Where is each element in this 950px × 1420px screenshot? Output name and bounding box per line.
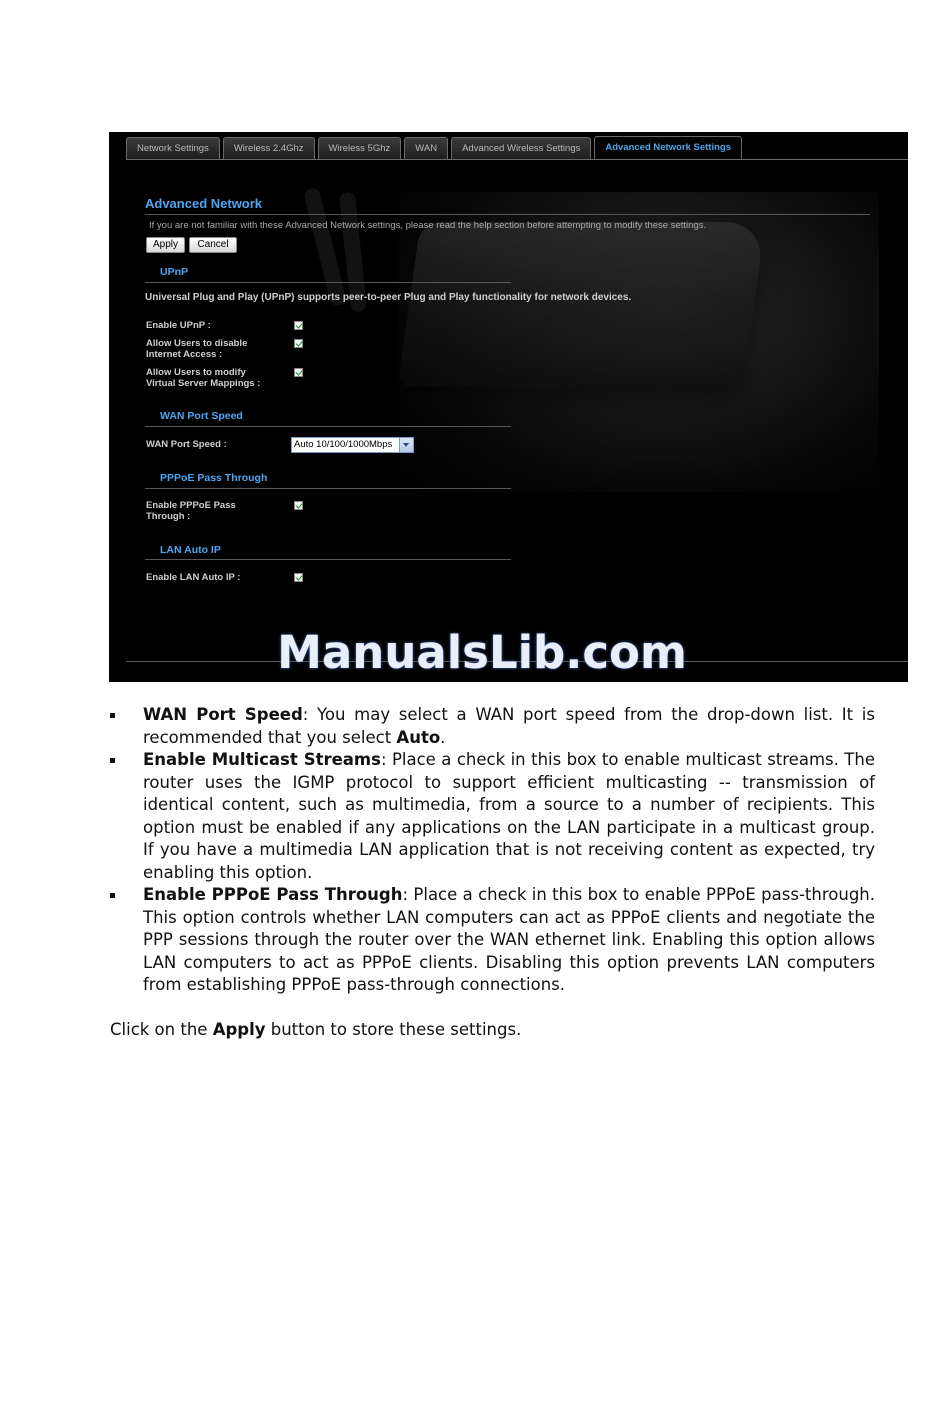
closing-bold: Apply bbox=[212, 1019, 266, 1039]
bullet-text-end: . bbox=[440, 727, 446, 747]
bullet-square-icon bbox=[110, 713, 115, 718]
apply-button[interactable]: Apply bbox=[146, 237, 185, 253]
upnp-heading: UPnP bbox=[160, 266, 189, 278]
tab-wireless-5ghz[interactable]: Wireless 5Ghz bbox=[318, 137, 402, 159]
wan-port-speed-heading: WAN Port Speed bbox=[160, 410, 243, 422]
allow-modify-mappings-label-line2: Virtual Server Mappings : bbox=[146, 378, 261, 389]
tab-bar bbox=[126, 137, 742, 160]
router-ui-screenshot bbox=[109, 132, 908, 682]
bullet-term: Enable Multicast Streams bbox=[143, 750, 381, 769]
watermark: ManualsLib.com bbox=[277, 626, 687, 679]
document-body bbox=[110, 704, 875, 1041]
enable-upnp-label: Enable UPnP : bbox=[146, 320, 211, 331]
allow-disable-access-label-line1: Allow Users to disable bbox=[146, 338, 248, 349]
enable-pppoe-label-line2: Through : bbox=[146, 511, 191, 522]
allow-disable-access-checkbox[interactable] bbox=[294, 339, 303, 348]
cancel-button[interactable]: Cancel bbox=[189, 237, 237, 253]
tab-wan[interactable]: WAN bbox=[404, 137, 448, 159]
pppoe-heading: PPPoE Pass Through bbox=[160, 472, 268, 484]
page-title: Advanced Network bbox=[145, 196, 263, 211]
title-divider bbox=[145, 214, 870, 215]
allow-disable-access-label-line2: Internet Access : bbox=[146, 349, 223, 360]
enable-lan-auto-ip-label: Enable LAN Auto IP : bbox=[146, 572, 241, 583]
enable-upnp-checkbox[interactable] bbox=[294, 321, 303, 330]
wan-port-speed-divider bbox=[145, 426, 511, 427]
tab-network-settings[interactable]: Network Settings bbox=[126, 137, 220, 159]
bullet-list bbox=[110, 704, 875, 997]
bullet-text: : Place a check in this box to enable multicast streams. The router uses the IGMP protocol to support efficient multicasting -- transmission of identical content, such as multimedia, from a source to a number of recipients. This option must be enabled if any applications on the LAN participate in a multicast group. If you have a multimedia LAN application that is not receiving content as expected, try enabling this option. bbox=[143, 750, 875, 882]
bullet-text: : Place a check in this box to enable PPPoE pass-through. This option controls whether LAN computers can act as PPPoE clients and negotiate the PPP sessions through the router over the WAN ethernet link. Enabling this option allows LAN computers to act as PPPoE clients. Disabling this option prevents LAN computers from establishing PPPoE pass-through connections. bbox=[143, 885, 875, 994]
upnp-divider bbox=[145, 282, 511, 283]
tab-underline bbox=[126, 159, 908, 160]
bullet-term: Enable PPPoE Pass Through bbox=[143, 885, 403, 904]
pppoe-divider bbox=[145, 488, 511, 489]
wan-port-speed-select[interactable] bbox=[291, 437, 414, 453]
wan-port-speed-selected: Auto 10/100/1000Mbps bbox=[294, 439, 393, 450]
bullet-text: : You may select a WAN port speed from the drop-down list. It is recommended that you select bbox=[143, 705, 875, 747]
closing-text-start: Click on the bbox=[110, 1019, 213, 1039]
bullet-square-icon bbox=[110, 758, 115, 763]
lan-auto-ip-divider bbox=[145, 559, 511, 560]
allow-modify-mappings-label-line1: Allow Users to modify bbox=[146, 367, 246, 378]
tab-advanced-network-settings[interactable]: Advanced Network Settings bbox=[594, 136, 742, 160]
enable-pppoe-checkbox[interactable] bbox=[294, 501, 303, 510]
tab-advanced-wireless-settings[interactable]: Advanced Wireless Settings bbox=[451, 137, 591, 159]
enable-pppoe-label-line1: Enable PPPoE Pass bbox=[146, 500, 236, 511]
tab-wireless-2-4ghz[interactable]: Wireless 2.4Ghz bbox=[223, 137, 315, 159]
lan-auto-ip-heading: LAN Auto IP bbox=[160, 544, 221, 556]
upnp-description: Universal Plug and Play (UPnP) supports peer-to-peer Plug and Play functionality for network devices. bbox=[145, 292, 632, 303]
bullet-bold-value: Auto bbox=[396, 727, 441, 747]
info-text: If you are not familiar with these Advanced Network settings, please read the help section before attempting to modify these settings. bbox=[149, 220, 707, 231]
list-item bbox=[110, 884, 875, 997]
list-item bbox=[110, 749, 875, 884]
closing-text-end: button to store these settings. bbox=[265, 1019, 522, 1039]
allow-modify-mappings-checkbox[interactable] bbox=[294, 368, 303, 377]
wan-port-speed-label: WAN Port Speed : bbox=[146, 439, 227, 450]
chevron-down-icon[interactable] bbox=[399, 438, 413, 452]
enable-lan-auto-ip-checkbox[interactable] bbox=[294, 573, 303, 582]
bullet-term: WAN Port Speed bbox=[143, 705, 303, 724]
router-photo bbox=[397, 222, 765, 387]
list-item bbox=[110, 704, 875, 749]
closing-paragraph bbox=[110, 1019, 875, 1042]
bullet-square-icon bbox=[110, 893, 115, 898]
